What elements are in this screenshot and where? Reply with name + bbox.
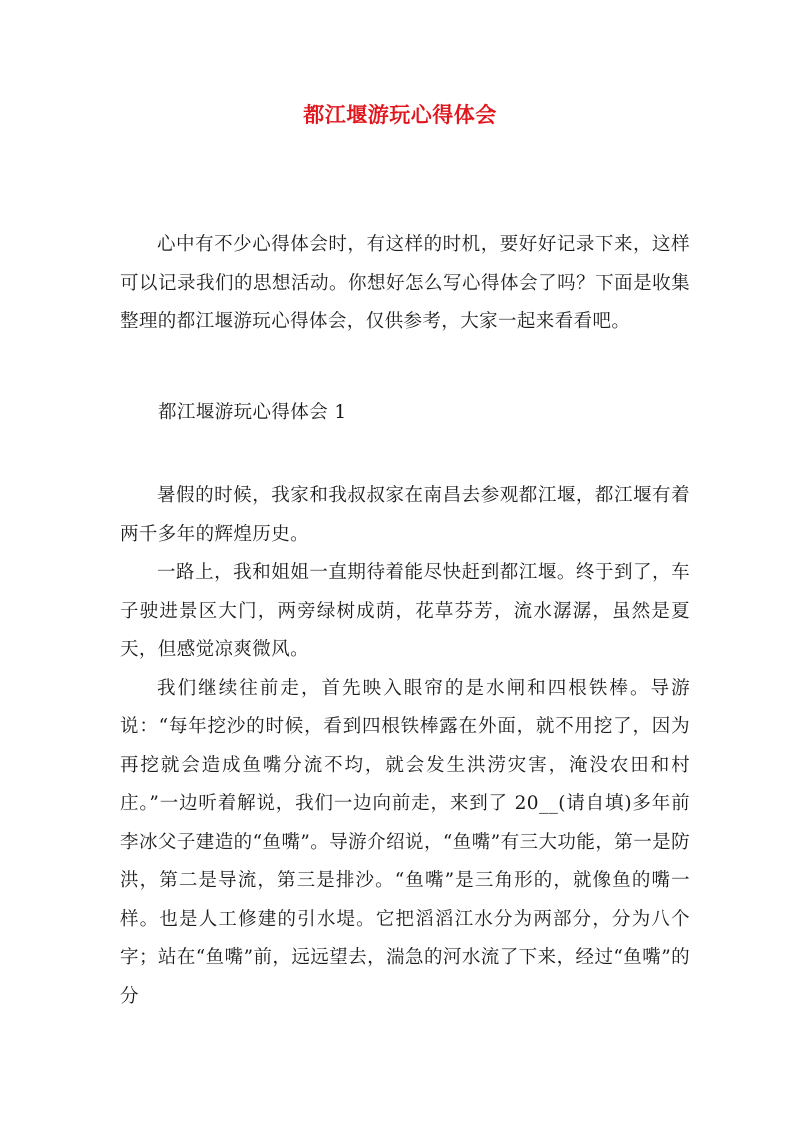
intro-section: [120, 226, 690, 342]
section-heading: 都江堰游玩心得体会 1: [158, 402, 347, 423]
document-title: 都江堰游玩心得体会: [303, 102, 497, 127]
body-paragraph-3: 我们继续往前走，首先映入眼帘的是水闸和四根铁棒。导游说：“每年挖沙的时候，看到四根铁棒露在外面，就不用挖了，因为再挖就会造成鱼嘴分流不均，就会发生洪涝灾害，淹没农田和村庄。”一边听着解说，我们一边向前走，来到了 20__(请自填)多年前李冰父子建造的“鱼嘴”。导游介绍说，“鱼嘴”有三大功能，第一是防洪，第二是导流，第三是排沙。“鱼嘴”是三角形的，就像鱼的嘴一样。也是人工修建的引水堤。它把滔滔江水分为两部分，分为八个字；站在“鱼嘴”前，远远望去，湍急的河水流了下来，经过“鱼嘴”的分: [120, 677, 690, 1007]
body-paragraph-2: 一路上，我和姐姐一直期待着能尽快赶到都江堰。终于到了，车子驶进景区大门，两旁绿树成荫，花草芬芳，流水潺潺，虽然是夏天，但感觉凉爽微风。: [120, 562, 690, 660]
article-body: [120, 477, 690, 1016]
body-paragraph-1: 暑假的时候，我家和我叔叔家在南昌去参观都江堰，都江堰有着两千多年的辉煌历史。: [120, 485, 690, 545]
intro-paragraph: 心中有不少心得体会时，有这样的时机，要好好记录下来，这样可以记录我们的思想活动。你想好怎么写心得体会了吗？下面是收集整理的都江堰游玩心得体会，仅供参考，大家一起来看看吧。: [120, 234, 690, 332]
